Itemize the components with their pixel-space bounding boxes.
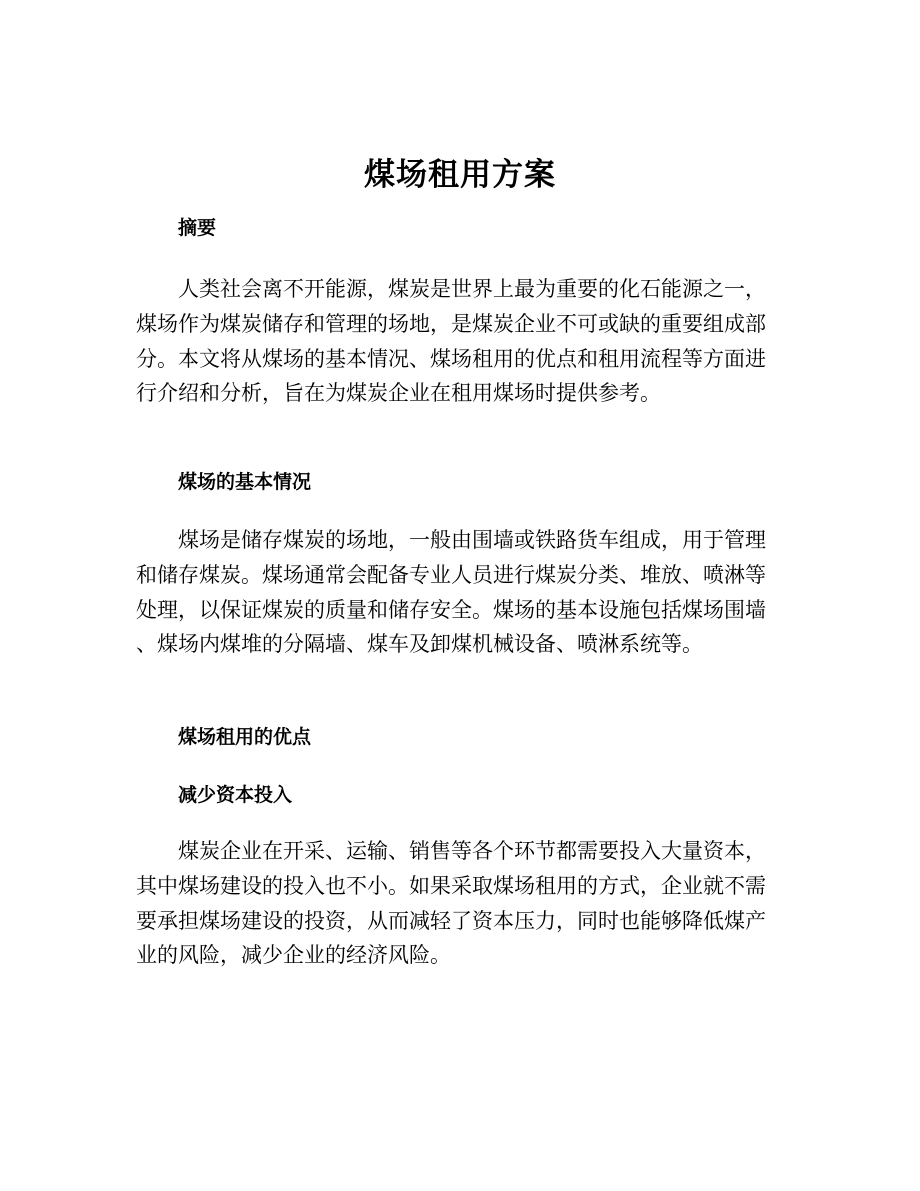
paragraph-line: 人类社会离不开能源，煤炭是世界上最为重要的化石能源之一， <box>178 277 766 301</box>
section-heading-advantages: 煤场租用的优点 <box>178 726 312 748</box>
paragraph-line: 、煤场内煤堆的分隔墙、煤车及卸煤机械设备、喷淋系统等。 <box>136 632 703 657</box>
section-heading-abstract: 摘要 <box>178 217 217 239</box>
paragraph-line: 煤场作为煤炭储存和管理的场地，是煤炭企业不可或缺的重要组成部 <box>136 311 766 336</box>
paragraph-line: 煤场是储存煤炭的场地，一般由围墙或铁路货车组成，用于管理 <box>178 528 766 552</box>
paragraph-basic-info <box>136 523 786 662</box>
paragraph-reduce-capital <box>136 834 786 973</box>
paragraph-line: 和储存煤炭。煤场通常会配备专业人员进行煤炭分类、堆放、喷淋等 <box>136 562 766 587</box>
document-title: 煤场租用方案 <box>364 157 556 193</box>
paragraph-line: 处理，以保证煤炭的质量和储存安全。煤场的基本设施包括煤场围墙 <box>136 597 766 622</box>
paragraph-line: 行介绍和分析，旨在为煤炭企业在租用煤场时提供参考。 <box>136 381 661 406</box>
paragraph-line: 业的风险，减少企业的经济风险。 <box>136 943 451 968</box>
subsection-heading-reduce-capital: 减少资本投入 <box>178 784 293 806</box>
paragraph-line: 其中煤场建设的投入也不小。如果采取煤场租用的方式，企业就不需 <box>136 873 766 898</box>
paragraph-line: 要承担煤场建设的投资，从而减轻了资本压力，同时也能够降低煤产 <box>136 908 766 933</box>
paragraph-line: 分。本文将从煤场的基本情况、煤场租用的优点和租用流程等方面进 <box>136 346 766 371</box>
paragraph-abstract <box>136 272 786 411</box>
paragraph-line: 煤炭企业在开采、运输、销售等各个环节都需要投入大量资本， <box>178 839 766 863</box>
section-heading-basic-info: 煤场的基本情况 <box>178 471 312 493</box>
